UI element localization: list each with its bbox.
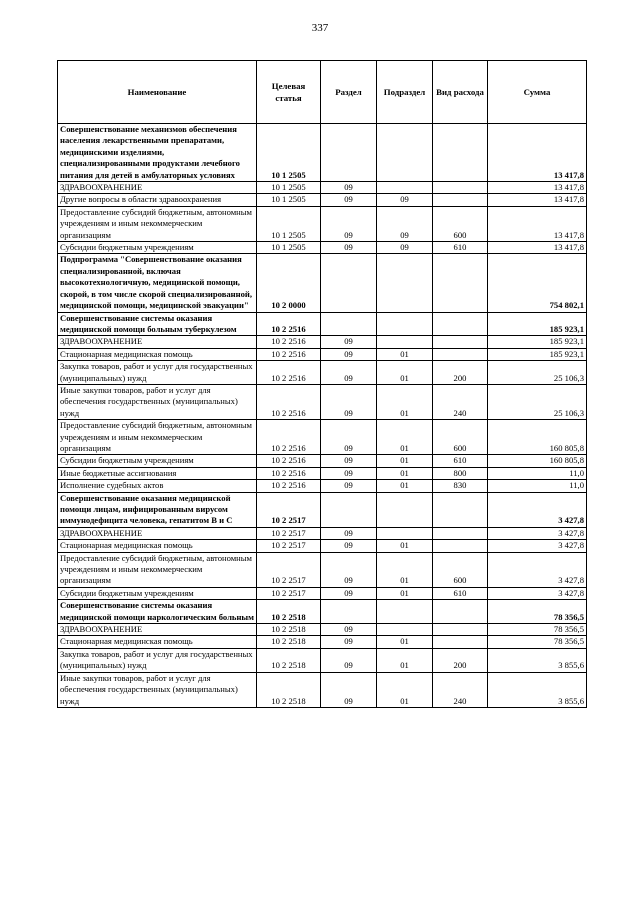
cell-target-article: 10 2 2517: [257, 492, 321, 527]
table-row: [58, 420, 587, 455]
cell-subsection: [377, 312, 433, 336]
cell-section: 09: [321, 552, 377, 587]
cell-sum: 13 417,8: [488, 242, 587, 254]
cell-target-article: 10 2 2518: [257, 636, 321, 648]
table-row: [58, 527, 587, 539]
cell-section: 09: [321, 636, 377, 648]
cell-target-article: 10 1 2505: [257, 242, 321, 254]
cell-sum: 25 106,3: [488, 384, 587, 419]
cell-expense-type: 830: [433, 480, 488, 492]
cell-name: ЗДРАВООХРАНЕНИЕ: [58, 182, 257, 194]
table-row: [58, 624, 587, 636]
cell-expense-type: [433, 254, 488, 312]
table-row: [58, 492, 587, 527]
table-row: [58, 467, 587, 479]
cell-sum: 78 356,5: [488, 624, 587, 636]
cell-sum: 160 805,8: [488, 455, 587, 467]
cell-name: Стационарная медицинская помощь: [58, 348, 257, 360]
cell-expense-type: [433, 182, 488, 194]
cell-name: Субсидии бюджетным учреждениям: [58, 587, 257, 599]
cell-section: 09: [321, 587, 377, 599]
cell-name: Закупка товаров, работ и услуг для государственных (муниципальных) нужд: [58, 361, 257, 385]
cell-target-article: 10 2 2516: [257, 336, 321, 348]
table-row: [58, 312, 587, 336]
header-name: Наименование: [58, 61, 257, 124]
table-row: [58, 206, 587, 241]
cell-name: Предоставление субсидий бюджетным, автономным учреждениям и иным некоммерческим организациям: [58, 552, 257, 587]
cell-expense-type: 610: [433, 455, 488, 467]
cell-expense-type: 600: [433, 420, 488, 455]
table-row: [58, 648, 587, 672]
header-sum: Сумма: [488, 61, 587, 124]
cell-subsection: 01: [377, 648, 433, 672]
table-row: [58, 254, 587, 312]
cell-target-article: 10 2 2516: [257, 348, 321, 360]
table-row: [58, 361, 587, 385]
table-header-row: [58, 61, 587, 124]
cell-expense-type: [433, 624, 488, 636]
cell-section: 09: [321, 672, 377, 707]
cell-subsection: 01: [377, 480, 433, 492]
cell-expense-type: [433, 600, 488, 624]
header-subsection: Подраздел: [377, 61, 433, 124]
cell-target-article: 10 2 2516: [257, 480, 321, 492]
cell-name: ЗДРАВООХРАНЕНИЕ: [58, 336, 257, 348]
cell-sum: 13 417,8: [488, 124, 587, 182]
cell-name: Исполнение судебных актов: [58, 480, 257, 492]
cell-expense-type: 610: [433, 242, 488, 254]
cell-expense-type: [433, 194, 488, 206]
cell-expense-type: 240: [433, 672, 488, 707]
cell-section: 09: [321, 348, 377, 360]
cell-expense-type: [433, 348, 488, 360]
cell-expense-type: 200: [433, 648, 488, 672]
cell-subsection: 01: [377, 540, 433, 552]
cell-section: 09: [321, 384, 377, 419]
cell-section: 09: [321, 527, 377, 539]
cell-target-article: 10 2 2517: [257, 587, 321, 599]
table-row: [58, 455, 587, 467]
cell-sum: 754 802,1: [488, 254, 587, 312]
cell-name: Стационарная медицинская помощь: [58, 540, 257, 552]
cell-expense-type: 800: [433, 467, 488, 479]
cell-sum: 3 855,6: [488, 672, 587, 707]
cell-subsection: 01: [377, 636, 433, 648]
cell-target-article: 10 2 2516: [257, 361, 321, 385]
cell-target-article: 10 2 2516: [257, 384, 321, 419]
cell-sum: 160 805,8: [488, 420, 587, 455]
cell-sum: 13 417,8: [488, 206, 587, 241]
cell-section: [321, 492, 377, 527]
cell-section: 09: [321, 420, 377, 455]
cell-expense-type: [433, 492, 488, 527]
cell-subsection: [377, 492, 433, 527]
cell-expense-type: 600: [433, 552, 488, 587]
header-target-article: Целевая статья: [257, 61, 321, 124]
cell-target-article: 10 2 2518: [257, 648, 321, 672]
cell-subsection: 01: [377, 420, 433, 455]
cell-name: Другие вопросы в области здравоохранения: [58, 194, 257, 206]
table-row: [58, 480, 587, 492]
cell-subsection: 01: [377, 467, 433, 479]
cell-section: 09: [321, 242, 377, 254]
cell-target-article: 10 2 2517: [257, 527, 321, 539]
cell-name: Стационарная медицинская помощь: [58, 636, 257, 648]
cell-name: Предоставление субсидий бюджетным, автономным учреждениям и иным некоммерческим организациям: [58, 420, 257, 455]
table-row: [58, 242, 587, 254]
cell-expense-type: [433, 527, 488, 539]
budget-table: [57, 60, 587, 708]
cell-name: Субсидии бюджетным учреждениям: [58, 242, 257, 254]
cell-expense-type: [433, 124, 488, 182]
table-row: [58, 194, 587, 206]
table-row: [58, 552, 587, 587]
cell-name: Иные бюджетные ассигнования: [58, 467, 257, 479]
cell-target-article: 10 2 2517: [257, 540, 321, 552]
cell-subsection: 01: [377, 552, 433, 587]
cell-name: Совершенствование механизмов обеспечения населения лекарственными препаратами, медицинскими изделиями, специализированными продуктами лечебного питания для детей в амбулаторных условиях: [58, 124, 257, 182]
table-row: [58, 124, 587, 182]
cell-expense-type: 200: [433, 361, 488, 385]
cell-target-article: 10 1 2505: [257, 194, 321, 206]
cell-name: Подпрограмма "Совершенствование оказания специализированной, включая высокотехнологичную, медицинской помощи, скорой, в том числе скорой специализированной, медицинской помощи, медицинской эвакуации": [58, 254, 257, 312]
cell-sum: 185 923,1: [488, 336, 587, 348]
cell-sum: 3 427,8: [488, 540, 587, 552]
cell-sum: 13 417,8: [488, 194, 587, 206]
cell-subsection: 01: [377, 455, 433, 467]
cell-subsection: [377, 254, 433, 312]
cell-name: Иные закупки товаров, работ и услуг для обеспечения государственных (муниципальных) нужд: [58, 672, 257, 707]
cell-target-article: 10 2 0000: [257, 254, 321, 312]
cell-sum: 185 923,1: [488, 348, 587, 360]
cell-target-article: 10 2 2518: [257, 624, 321, 636]
cell-section: 09: [321, 361, 377, 385]
cell-subsection: [377, 600, 433, 624]
cell-section: 09: [321, 480, 377, 492]
cell-sum: 11,0: [488, 480, 587, 492]
cell-subsection: 09: [377, 206, 433, 241]
cell-subsection: 01: [377, 384, 433, 419]
cell-sum: 185 923,1: [488, 312, 587, 336]
cell-target-article: 10 1 2505: [257, 182, 321, 194]
table-row: [58, 336, 587, 348]
cell-target-article: 10 2 2516: [257, 455, 321, 467]
table-row: [58, 672, 587, 707]
cell-expense-type: [433, 336, 488, 348]
cell-sum: 3 427,8: [488, 552, 587, 587]
cell-sum: 78 356,5: [488, 636, 587, 648]
cell-target-article: 10 2 2517: [257, 552, 321, 587]
cell-sum: 11,0: [488, 467, 587, 479]
cell-subsection: [377, 124, 433, 182]
cell-subsection: 01: [377, 587, 433, 599]
table-row: [58, 384, 587, 419]
table-row: [58, 540, 587, 552]
cell-expense-type: 600: [433, 206, 488, 241]
cell-target-article: 10 1 2505: [257, 206, 321, 241]
cell-section: 09: [321, 206, 377, 241]
header-expense-type: Вид расхода: [433, 61, 488, 124]
cell-section: [321, 124, 377, 182]
cell-section: [321, 254, 377, 312]
cell-sum: 25 106,3: [488, 361, 587, 385]
cell-section: 09: [321, 540, 377, 552]
cell-section: [321, 600, 377, 624]
cell-section: 09: [321, 455, 377, 467]
table-row: [58, 600, 587, 624]
cell-target-article: 10 2 2516: [257, 467, 321, 479]
cell-name: Совершенствование системы оказания медицинской помощи больным туберкулезом: [58, 312, 257, 336]
table-body: [58, 124, 587, 708]
cell-expense-type: 240: [433, 384, 488, 419]
page-number: 337: [311, 22, 329, 34]
cell-name: Совершенствование оказания медицинской помощи лицам, инфицированным вирусом иммунодефицита человека, гепатитом В и С: [58, 492, 257, 527]
cell-subsection: 01: [377, 361, 433, 385]
cell-expense-type: [433, 540, 488, 552]
cell-expense-type: [433, 312, 488, 336]
cell-name: Предоставление субсидий бюджетным, автономным учреждениям и иным некоммерческим организациям: [58, 206, 257, 241]
cell-sum: 13 417,8: [488, 182, 587, 194]
cell-section: 09: [321, 648, 377, 672]
cell-target-article: 10 2 2518: [257, 672, 321, 707]
cell-sum: 3 427,8: [488, 527, 587, 539]
cell-section: 09: [321, 467, 377, 479]
cell-sum: 3 427,8: [488, 587, 587, 599]
cell-name: ЗДРАВООХРАНЕНИЕ: [58, 624, 257, 636]
cell-section: 09: [321, 336, 377, 348]
cell-name: Иные закупки товаров, работ и услуг для обеспечения государственных (муниципальных) нужд: [58, 384, 257, 419]
cell-section: 09: [321, 624, 377, 636]
cell-section: [321, 312, 377, 336]
cell-target-article: 10 2 2516: [257, 420, 321, 455]
cell-section: 09: [321, 182, 377, 194]
cell-target-article: 10 1 2505: [257, 124, 321, 182]
cell-subsection: [377, 624, 433, 636]
cell-expense-type: 610: [433, 587, 488, 599]
cell-section: 09: [321, 194, 377, 206]
cell-sum: 3 855,6: [488, 648, 587, 672]
cell-name: ЗДРАВООХРАНЕНИЕ: [58, 527, 257, 539]
cell-target-article: 10 2 2516: [257, 312, 321, 336]
cell-name: Совершенствование системы оказания медицинской помощи наркологическим больным: [58, 600, 257, 624]
cell-subsection: 01: [377, 348, 433, 360]
table-row: [58, 182, 587, 194]
cell-subsection: 01: [377, 672, 433, 707]
cell-sum: 3 427,8: [488, 492, 587, 527]
cell-subsection: 09: [377, 242, 433, 254]
cell-expense-type: [433, 636, 488, 648]
cell-name: Субсидии бюджетным учреждениям: [58, 455, 257, 467]
cell-subsection: 09: [377, 194, 433, 206]
cell-name: Закупка товаров, работ и услуг для государственных (муниципальных) нужд: [58, 648, 257, 672]
cell-target-article: 10 2 2518: [257, 600, 321, 624]
table-row: [58, 348, 587, 360]
table-row: [58, 587, 587, 599]
cell-subsection: [377, 182, 433, 194]
cell-subsection: [377, 527, 433, 539]
header-section: Раздел: [321, 61, 377, 124]
cell-subsection: [377, 336, 433, 348]
table-row: [58, 636, 587, 648]
cell-sum: 78 356,5: [488, 600, 587, 624]
